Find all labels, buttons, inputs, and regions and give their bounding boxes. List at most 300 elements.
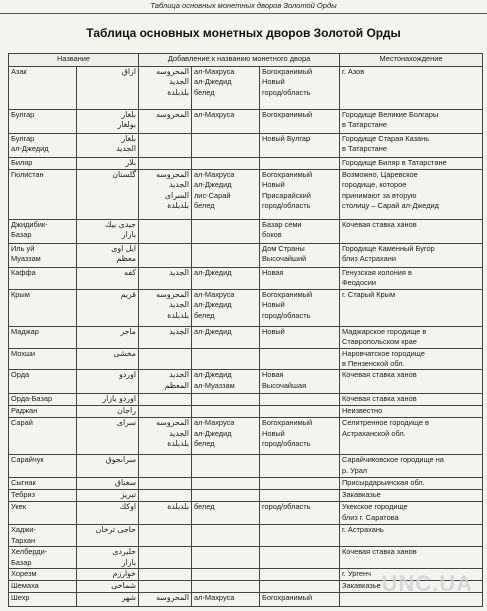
cell-location <box>340 525 483 547</box>
cell-addition-translation <box>260 581 340 593</box>
table-row <box>9 394 483 406</box>
cell-name-arabic <box>77 418 139 455</box>
cell-text-line: الجديد <box>169 268 189 277</box>
cell-name-arabic <box>77 406 139 418</box>
table-row <box>9 158 483 170</box>
cell-text-line: Джидибик- <box>11 220 48 229</box>
cell-text-line: سراىجوق <box>105 455 136 465</box>
cell-text-line: الجديد <box>169 180 189 190</box>
cell-text-line: р. Урал <box>342 465 368 475</box>
cell-text-line: الجديد <box>169 370 189 380</box>
cell-addition-translation <box>260 502 340 525</box>
cell-addition-arabic <box>139 67 192 110</box>
cell-text-line: ازاق <box>121 67 136 76</box>
cell-addition-translation <box>260 289 340 326</box>
cell-name-ru <box>9 581 77 593</box>
cell-text-line: белед <box>194 439 215 449</box>
cell-addition-transliteration <box>192 418 260 455</box>
cell-name-arabic <box>77 348 139 370</box>
cell-location <box>340 490 483 502</box>
cell-location <box>340 370 483 394</box>
table-row <box>9 418 483 455</box>
table-row <box>9 547 483 569</box>
cell-text-line: Булгар <box>11 110 35 119</box>
cell-text-line: Новый <box>262 77 285 87</box>
cell-text-line: столицу – Сарай ал-Джедид <box>342 201 439 211</box>
header-addition: Добавление к названию монетного двора <box>139 54 340 67</box>
cell-text-line: в Пензенской обл. <box>342 359 405 369</box>
cell-addition-transliteration <box>192 455 260 478</box>
cell-addition-translation <box>260 525 340 547</box>
cell-addition-arabic <box>139 394 192 406</box>
cell-text-line: ал-Махруса <box>194 110 235 119</box>
cell-text-line: Богохранимый <box>262 593 313 603</box>
cell-name-arabic <box>77 289 139 326</box>
cell-text-line: جيدى بيك <box>105 220 136 229</box>
cell-addition-transliteration <box>192 593 260 607</box>
cell-addition-translation <box>260 244 340 268</box>
cell-text-line: ал-Джедид <box>194 428 232 438</box>
cell-text-line: Присырдарьинская обл. <box>342 478 425 488</box>
cell-text-line: اوردو <box>119 370 136 380</box>
cell-text-line: в Татарстане <box>342 120 387 130</box>
cell-text-line: Хорезм <box>11 569 37 579</box>
table-row <box>9 455 483 478</box>
cell-name-ru <box>9 158 77 170</box>
cell-location <box>340 418 483 455</box>
cell-text-line: г. Старый Крым <box>342 289 396 299</box>
cell-text-line: Феодосии <box>342 278 377 288</box>
cell-text-line: Крым <box>11 289 30 299</box>
cell-addition-transliteration <box>192 326 260 348</box>
cell-addition-arabic <box>139 490 192 502</box>
cell-text-line: بلغار <box>121 134 136 143</box>
cell-addition-transliteration <box>192 67 260 110</box>
cell-text-line: Богохранимый <box>262 110 313 119</box>
cell-location <box>340 455 483 478</box>
cell-location <box>340 244 483 268</box>
cell-text-line: اوردو بازار <box>102 394 136 404</box>
cell-text-line: Закавказье <box>342 581 381 591</box>
cell-text-line: ал-Джедид <box>194 77 232 87</box>
mint-table <box>8 53 483 607</box>
cell-addition-translation <box>260 67 340 110</box>
cell-text-line: Городище Старая Казань <box>342 134 430 143</box>
cell-text-line: Городище Каменный Бугор <box>342 244 435 253</box>
table-row <box>9 220 483 244</box>
cell-text-line: تبريز <box>120 490 136 500</box>
table-row <box>9 110 483 134</box>
cell-name-arabic <box>77 394 139 406</box>
cell-text-line: Раджан <box>11 406 38 416</box>
header-name: Название <box>9 54 139 67</box>
header-location: Местонахождение <box>340 54 483 67</box>
cell-text-line: السراى <box>164 190 189 200</box>
table-row <box>9 67 483 110</box>
watermark: UNC.UA <box>381 571 473 596</box>
cell-name-ru <box>9 348 77 370</box>
cell-text-line: بلدبلدة <box>167 439 189 449</box>
running-head: Таблица основных монетных дворов Золотой Орды <box>0 0 487 14</box>
cell-text-line: ал-Джедид <box>194 370 232 380</box>
cell-addition-translation <box>260 406 340 418</box>
cell-addition-translation <box>260 455 340 478</box>
cell-text-line: белед <box>194 87 215 97</box>
cell-text-line: город/область <box>262 87 311 97</box>
table-row <box>9 490 483 502</box>
cell-text-line: Высочайшая <box>262 380 307 390</box>
cell-text-line: Богохранимый <box>262 418 313 428</box>
cell-text-line: Сыгнак <box>11 478 36 488</box>
cell-text-line: ал-Махруса <box>194 418 235 428</box>
table-row <box>9 478 483 490</box>
cell-addition-arabic <box>139 593 192 607</box>
cell-text-line: المحروسه <box>156 593 189 603</box>
cell-addition-transliteration <box>192 370 260 394</box>
cell-text-line: близ Астрахани <box>342 254 396 264</box>
cell-name-ru <box>9 134 77 158</box>
cell-addition-arabic <box>139 478 192 490</box>
table-row <box>9 326 483 348</box>
cell-addition-transliteration <box>192 490 260 502</box>
cell-text-line: Сарайчук <box>11 455 44 465</box>
cell-addition-arabic <box>139 134 192 158</box>
cell-text-line: Орда-Базар <box>11 394 53 404</box>
cell-addition-translation <box>260 268 340 290</box>
table-row <box>9 370 483 394</box>
cell-text-line: Новая <box>262 268 284 277</box>
cell-name-arabic <box>77 525 139 547</box>
cell-name-ru <box>9 406 77 418</box>
cell-text-line: Новый <box>262 326 285 336</box>
cell-addition-translation <box>260 490 340 502</box>
cell-name-ru <box>9 244 77 268</box>
cell-text-line: белед <box>194 502 215 512</box>
cell-text-line: Селитренное городище в <box>342 418 429 428</box>
cell-addition-transliteration <box>192 268 260 290</box>
cell-addition-arabic <box>139 406 192 418</box>
cell-name-ru <box>9 547 77 569</box>
cell-text-line: ал-Джедид <box>194 300 232 310</box>
cell-text-line: ал-Джедид <box>194 268 232 277</box>
cell-text-line: Хелберди- <box>11 547 48 557</box>
cell-addition-translation <box>260 158 340 170</box>
page-title: Таблица основных монетных дворов Золотой Орды <box>86 26 401 40</box>
cell-name-arabic <box>77 268 139 290</box>
cell-text-line: Городище Биляр в Татарстане <box>342 158 447 167</box>
cell-text-line: Биляр <box>11 158 33 167</box>
cell-location <box>340 67 483 110</box>
cell-addition-transliteration <box>192 502 260 525</box>
cell-text-line: г. Астрахань <box>342 525 384 535</box>
cell-text-line: بلار <box>125 158 136 167</box>
table-row <box>9 134 483 158</box>
cell-text-line: Дом Страны <box>262 244 305 253</box>
cell-addition-arabic <box>139 158 192 170</box>
cell-name-ru <box>9 455 77 478</box>
cell-text-line: بلدبلدة <box>167 87 189 97</box>
cell-text-line: ал-Джедид <box>194 326 232 336</box>
cell-name-arabic <box>77 502 139 525</box>
cell-text-line: Астраханской обл. <box>342 428 406 438</box>
cell-text-line: المحروسه <box>156 170 189 179</box>
cell-text-line: المحروسه <box>156 67 189 76</box>
cell-text-line: городище, которое <box>342 180 407 190</box>
cell-addition-arabic <box>139 502 192 525</box>
cell-addition-arabic <box>139 244 192 268</box>
cell-name-arabic <box>77 478 139 490</box>
cell-text-line: Тебриз <box>11 490 35 500</box>
cell-text-line: Маджарское городище в <box>342 326 427 336</box>
cell-addition-transliteration <box>192 158 260 170</box>
cell-text-line: ал-Махруса <box>194 67 235 76</box>
cell-addition-translation <box>260 326 340 348</box>
cell-name-arabic <box>77 170 139 220</box>
cell-text-line: принимают за вторую <box>342 190 417 200</box>
cell-addition-translation <box>260 134 340 158</box>
cell-text-line: Иль уй <box>11 244 35 253</box>
table-row <box>9 406 483 418</box>
cell-addition-transliteration <box>192 289 260 326</box>
cell-text-line: راجان <box>117 406 136 416</box>
cell-text-line: خوارزم <box>112 569 136 579</box>
cell-addition-transliteration <box>192 110 260 134</box>
cell-addition-transliteration <box>192 547 260 569</box>
cell-addition-transliteration <box>192 394 260 406</box>
table-row <box>9 502 483 525</box>
cell-addition-arabic <box>139 220 192 244</box>
cell-name-arabic <box>77 110 139 134</box>
cell-addition-translation <box>260 110 340 134</box>
cell-name-arabic <box>77 220 139 244</box>
cell-text-line: Сарай <box>11 418 33 428</box>
cell-location <box>340 110 483 134</box>
cell-text-line: حاجى ترخان <box>95 525 136 535</box>
cell-addition-arabic <box>139 547 192 569</box>
cell-addition-arabic <box>139 569 192 581</box>
cell-text-line: Новый <box>262 300 285 310</box>
cell-text-line: Кочевая ставка ханов <box>342 370 417 380</box>
cell-text-line: город/область <box>262 502 311 512</box>
cell-addition-translation <box>260 418 340 455</box>
cell-text-line: اوكك <box>119 502 136 512</box>
cell-text-line: المحروسه <box>156 110 189 119</box>
cell-text-line: المعظم <box>164 380 189 390</box>
cell-location <box>340 170 483 220</box>
cell-text-line: الجديد <box>169 300 189 310</box>
cell-addition-arabic <box>139 370 192 394</box>
cell-text-line: حليردى <box>112 547 136 557</box>
cell-name-ru <box>9 110 77 134</box>
cell-name-ru <box>9 569 77 581</box>
cell-addition-transliteration <box>192 478 260 490</box>
cell-text-line: معظم <box>116 254 136 264</box>
cell-addition-translation <box>260 370 340 394</box>
cell-text-line: الجديد <box>116 144 136 154</box>
cell-text-line: Новый <box>262 428 285 438</box>
cell-name-arabic <box>77 370 139 394</box>
cell-text-line: بلدبلدة <box>167 310 189 320</box>
cell-text-line: в Татарстане <box>342 144 387 154</box>
cell-location <box>340 406 483 418</box>
cell-name-ru <box>9 418 77 455</box>
cell-addition-translation <box>260 220 340 244</box>
cell-name-arabic <box>77 593 139 607</box>
cell-addition-transliteration <box>192 134 260 158</box>
cell-addition-translation <box>260 593 340 607</box>
cell-name-ru <box>9 394 77 406</box>
cell-text-line: Орда <box>11 370 30 380</box>
cell-addition-transliteration <box>192 581 260 593</box>
cell-text-line: ал-Муаззам <box>194 380 235 390</box>
cell-addition-transliteration <box>192 525 260 547</box>
cell-text-line: ماجر <box>120 326 136 336</box>
cell-addition-arabic <box>139 348 192 370</box>
cell-text-line: مخشى <box>113 348 136 358</box>
cell-name-arabic <box>77 581 139 593</box>
cell-addition-arabic <box>139 581 192 593</box>
cell-text-line: белед <box>194 310 215 320</box>
cell-text-line: Богохранимый <box>262 170 313 179</box>
cell-name-ru <box>9 268 77 290</box>
cell-addition-translation <box>260 547 340 569</box>
cell-text-line: Сарайчиковское городище на <box>342 455 444 465</box>
cell-text-line: Наровчатское городище <box>342 348 425 358</box>
cell-text-line: ал-Махруса <box>194 289 235 299</box>
cell-text-line: ал-Махруса <box>194 170 235 179</box>
cell-text-line: شماخى <box>111 581 136 591</box>
cell-name-arabic <box>77 569 139 581</box>
cell-text-line: Гюлистан <box>11 170 44 179</box>
cell-addition-arabic <box>139 170 192 220</box>
cell-text-line: Маджар <box>11 326 39 336</box>
cell-text-line: Новый <box>262 180 285 190</box>
cell-addition-translation <box>260 478 340 490</box>
cell-text-line: Новая <box>262 370 284 380</box>
cell-text-line: г. Ургенч <box>342 569 371 579</box>
cell-text-line: المحروسه <box>156 289 189 299</box>
cell-location <box>340 478 483 490</box>
cell-text-line: Новый Булгар <box>262 134 311 143</box>
cell-text-line: بازار <box>121 557 136 567</box>
cell-addition-transliteration <box>192 220 260 244</box>
cell-addition-arabic <box>139 455 192 478</box>
cell-addition-translation <box>260 348 340 370</box>
cell-location <box>340 348 483 370</box>
cell-text-line: الجديد <box>169 77 189 87</box>
cell-location <box>340 394 483 406</box>
table-row <box>9 244 483 268</box>
cell-text-line: Азак <box>11 67 27 76</box>
cell-text-line: المحروسه <box>156 418 189 428</box>
cell-location <box>340 502 483 525</box>
cell-name-arabic <box>77 547 139 569</box>
cell-text-line: Шемаха <box>11 581 39 591</box>
cell-text-line: Базар <box>11 230 32 240</box>
cell-addition-translation <box>260 394 340 406</box>
cell-text-line: близ г. Саратова <box>342 512 399 522</box>
cell-addition-transliteration <box>192 170 260 220</box>
cell-location <box>340 220 483 244</box>
cell-text-line: боков <box>262 230 282 240</box>
cell-text-line: بازار <box>121 230 136 240</box>
cell-name-arabic <box>77 455 139 478</box>
cell-name-arabic <box>77 244 139 268</box>
cell-location <box>340 268 483 290</box>
cell-text-line: Кочевая ставка ханов <box>342 220 417 229</box>
cell-text-line: г. Азов <box>342 67 365 76</box>
cell-addition-arabic <box>139 525 192 547</box>
cell-name-arabic <box>77 490 139 502</box>
table-row <box>9 170 483 220</box>
cell-text-line: شهر <box>121 593 136 603</box>
cell-text-line: Ставропольском крае <box>342 337 417 347</box>
cell-text-line: ал-Джедид <box>11 144 49 154</box>
cell-name-ru <box>9 502 77 525</box>
table-row <box>9 268 483 290</box>
cell-text-line: Мохши <box>11 348 36 358</box>
cell-text-line: Каффа <box>11 268 36 277</box>
cell-text-line: Укекское городище <box>342 502 408 512</box>
cell-text-line: город/область <box>262 439 311 449</box>
cell-text-line: ал-Джедид <box>194 180 232 190</box>
cell-name-ru <box>9 220 77 244</box>
cell-text-line: Муаззам <box>11 254 41 264</box>
cell-text-line: بلدبلدة <box>167 502 189 512</box>
cell-addition-transliteration <box>192 244 260 268</box>
cell-text-line: سراى <box>116 418 136 428</box>
cell-addition-transliteration <box>192 348 260 370</box>
cell-text-line: Базар семи <box>262 220 302 229</box>
cell-text-line: Шехр <box>11 593 30 603</box>
cell-text-line: Булгар <box>11 134 35 143</box>
cell-text-line: سغناق <box>114 478 136 488</box>
cell-addition-translation <box>260 170 340 220</box>
cell-text-line: лис-Сарай <box>194 190 231 200</box>
cell-location <box>340 134 483 158</box>
cell-text-line: بلغار <box>121 110 136 119</box>
cell-text-line: الجديد <box>169 326 189 336</box>
cell-text-line: город/область <box>262 201 311 211</box>
cell-name-ru <box>9 170 77 220</box>
cell-location <box>340 289 483 326</box>
cell-text-line: Богохранимый <box>262 67 313 76</box>
cell-text-line: قريم <box>120 289 136 299</box>
cell-name-ru <box>9 289 77 326</box>
cell-text-line: كفه <box>124 268 136 277</box>
cell-addition-arabic <box>139 326 192 348</box>
cell-text-line: Богохранимый <box>262 289 313 299</box>
cell-text-line: белед <box>194 201 215 211</box>
cell-text-line: Городище Великие Болгары <box>342 110 439 119</box>
cell-text-line: Укек <box>11 502 27 512</box>
cell-name-ru <box>9 490 77 502</box>
cell-name-ru <box>9 593 77 607</box>
cell-text-line: город/область <box>262 310 311 320</box>
cell-text-line: Неизвестно <box>342 406 383 416</box>
cell-text-line: Высочайший <box>262 254 307 264</box>
cell-name-ru <box>9 67 77 110</box>
table-row <box>9 525 483 547</box>
table-header-row <box>9 54 483 67</box>
cell-text-line: Тархан <box>11 535 36 545</box>
cell-text-line: Возможно, Царевское <box>342 170 418 179</box>
cell-text-line: ايل اوى <box>111 244 136 253</box>
cell-name-arabic <box>77 134 139 158</box>
cell-location <box>340 326 483 348</box>
cell-text-line: Хаджи- <box>11 525 36 535</box>
cell-text-line: Присарайский <box>262 190 311 200</box>
